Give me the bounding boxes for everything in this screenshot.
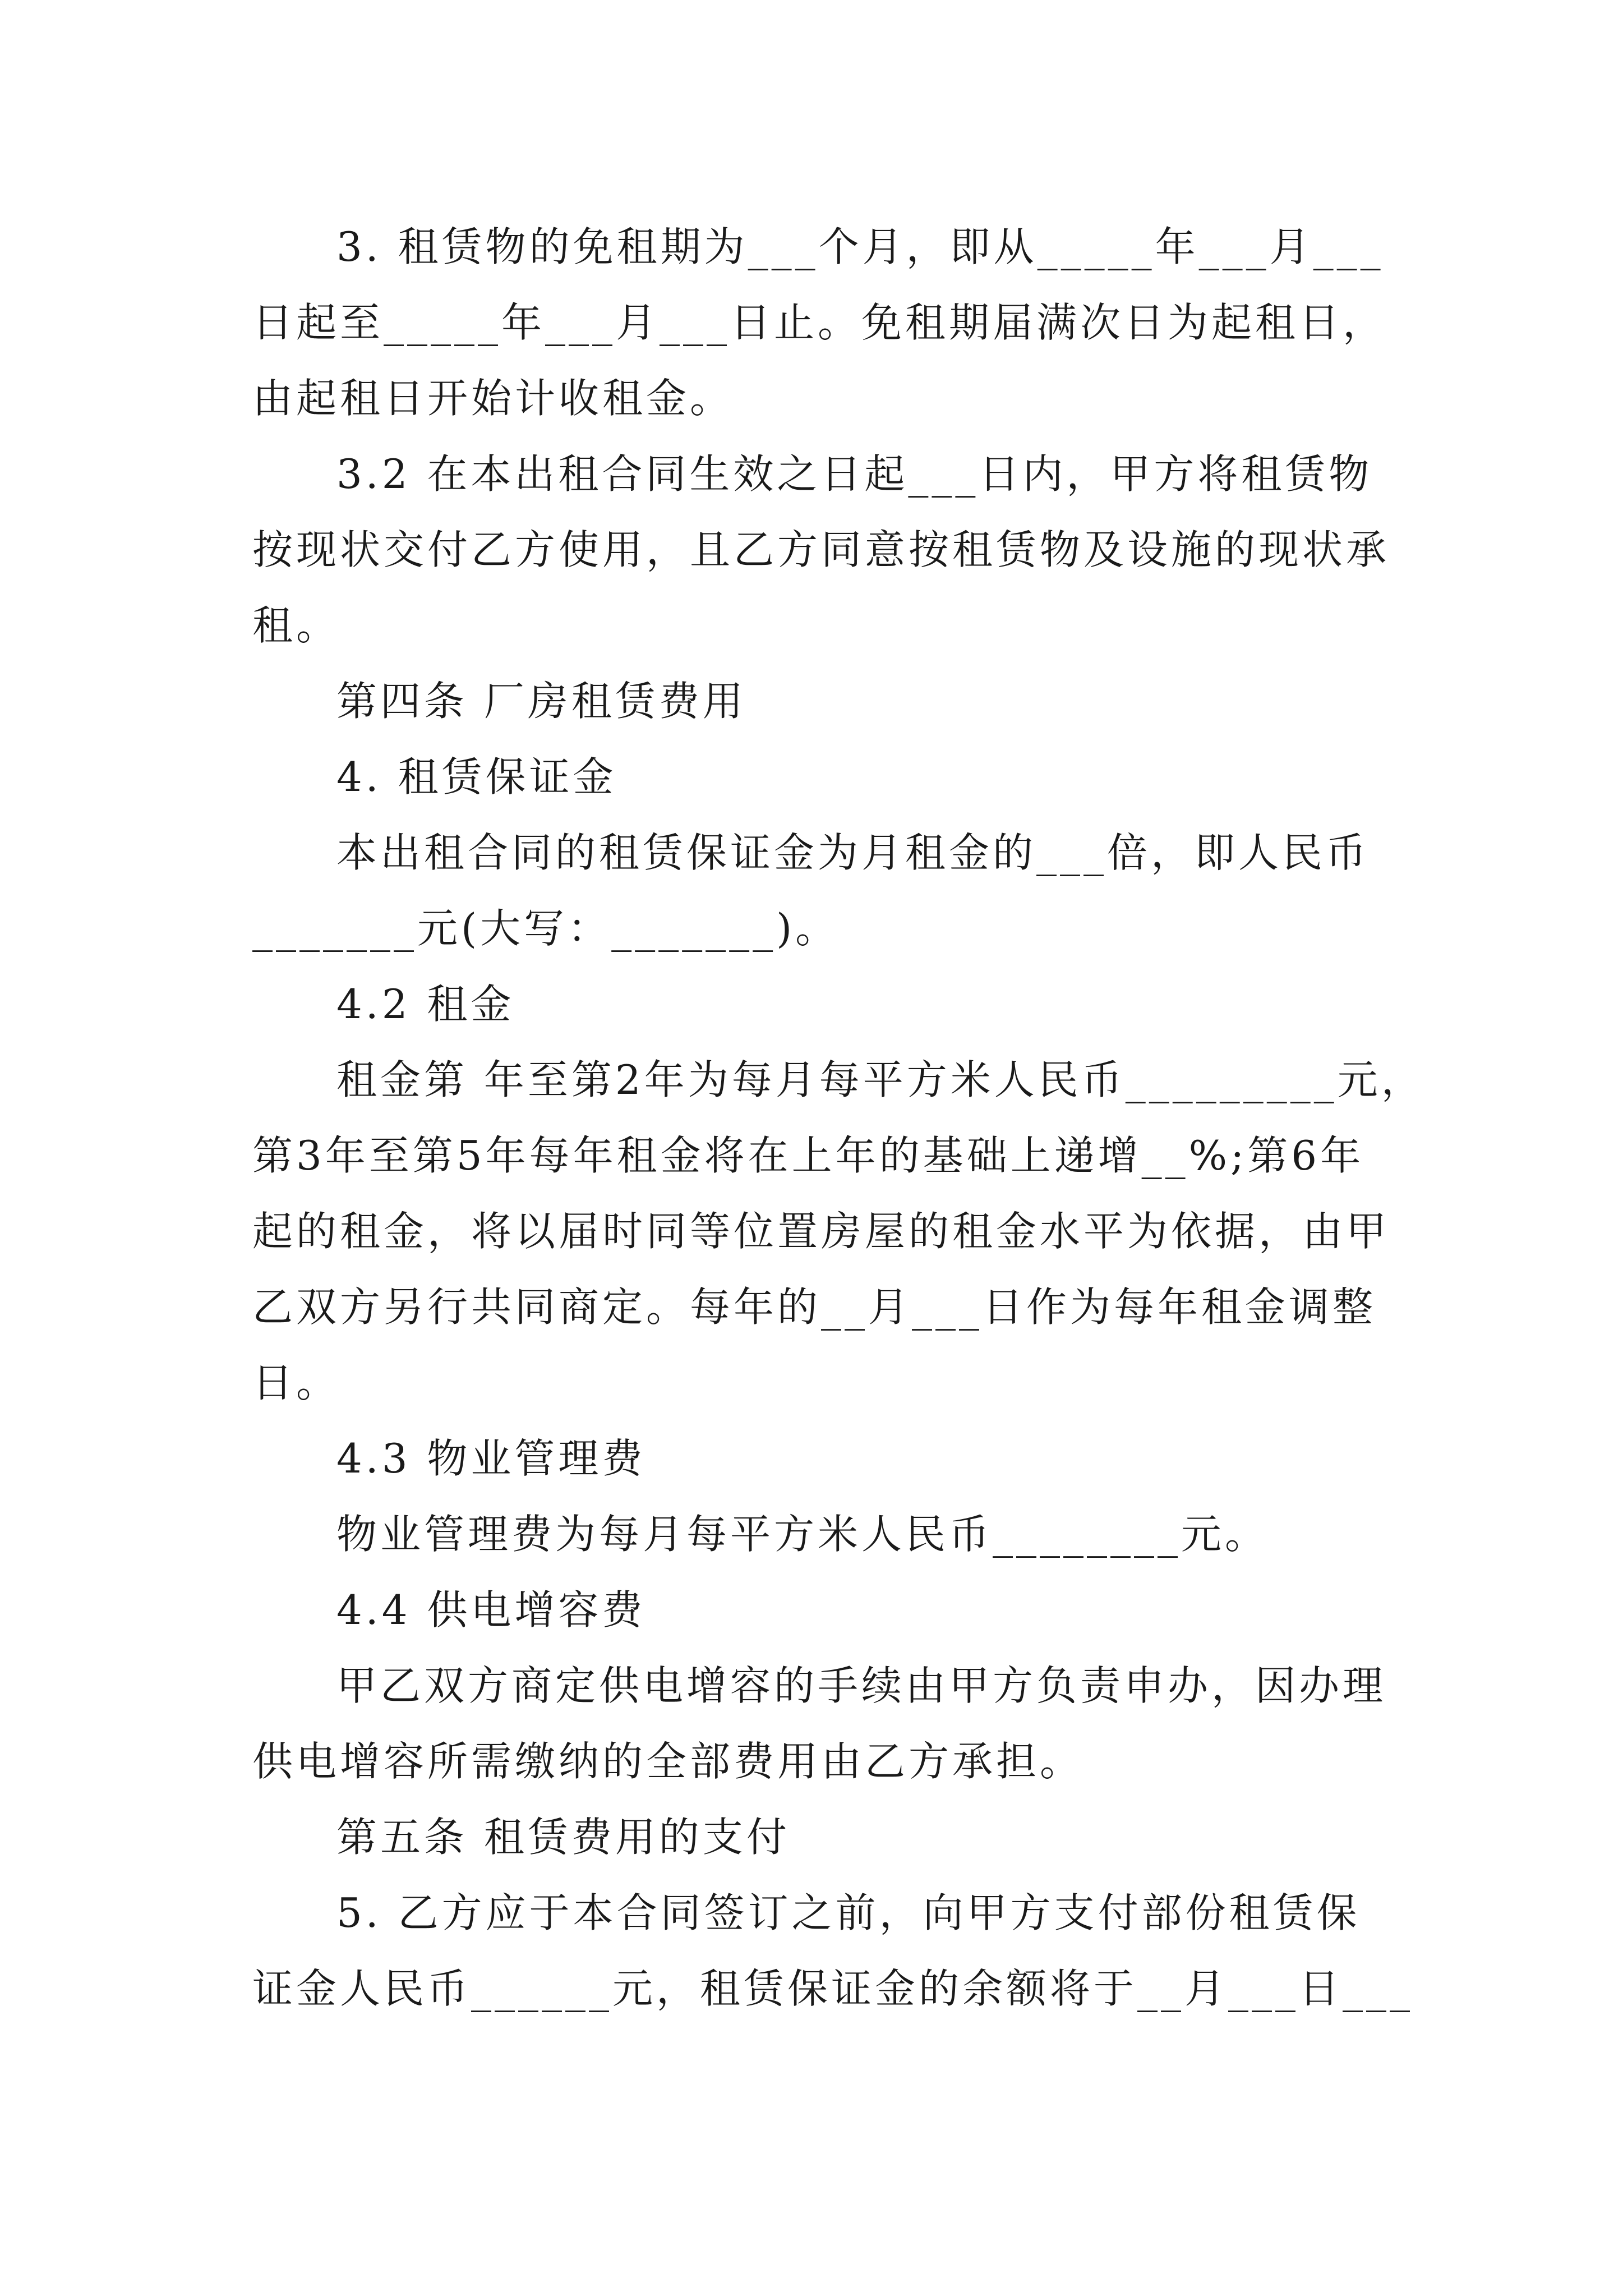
section-heading: 第五条 租赁费用的支付 [336,1814,790,1861]
text-line: 本出租合同的租赁保证金为月租金的___倍，即人民币 [336,829,1370,876]
text-line: 4.2 租金 [336,981,515,1028]
text-line: 3. 租赁物的免租期为___个月，即从_____年___月___ [336,223,1384,270]
text-line: 物业管理费为每月每平方米人民币________元。 [336,1511,1269,1558]
text-line: 日起至_____年___月___日止。免租期届满次日为起租日， [252,299,1387,346]
text-line: 证金人民币______元，租赁保证金的余额将于__月___日___ [252,1965,1414,2012]
text-line: 按现状交付乙方使用，且乙方同意按租赁物及设施的现状承 [252,526,1390,573]
text-line: 3.2 在本出租合同生效之日起___日内，甲方将租赁物 [336,450,1373,498]
text-line: 4.4 供电增容费 [336,1586,646,1634]
text-line: 租金第 年至第2年为每月每平方米人民币_________元， [336,1056,1425,1103]
section-heading: 第四条 厂房租赁费用 [336,678,746,725]
text-line: 起的租金，将以届时同等位置房屋的租金水平为依据，由甲 [252,1208,1390,1255]
text-line: 乙双方另行共同商定。每年的__月___日作为每年租金调整 [252,1283,1377,1331]
text-line: 5. 乙方应于本合同签订之前，向甲方支付部份租赁保 [336,1889,1361,1936]
text-line: 第3年至第5年每年租金将在上年的基础上递增__%;第6年 [252,1132,1364,1179]
text-line: 租。 [252,602,340,649]
text-line: _______元(大写：_______)。 [252,905,840,952]
text-line: 4. 租赁保证金 [336,753,617,800]
text-line: 由起租日开始计收租金。 [252,375,734,422]
text-line: 4.3 物业管理费 [336,1435,646,1482]
text-line: 供电增容所需缴纳的全部费用由乙方承担。 [252,1738,1084,1785]
text-line: 甲乙双方商定供电增容的手续由甲方负责申办，因办理 [336,1662,1387,1709]
text-line: 日。 [252,1359,340,1406]
